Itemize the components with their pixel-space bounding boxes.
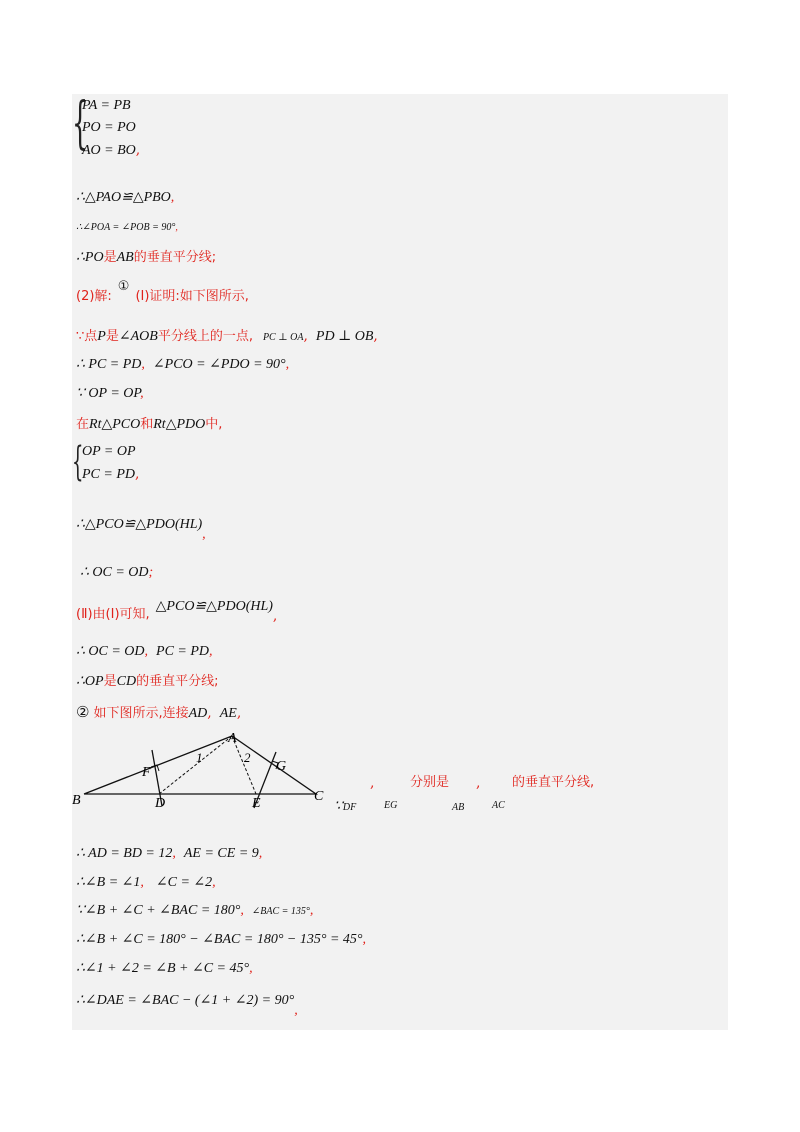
sep: , <box>144 644 149 659</box>
ad-eq-bd: ∴ AD = BD = 12 <box>76 846 173 861</box>
because-respectively: 分别是 <box>410 775 450 790</box>
tail: , <box>294 1003 298 1018</box>
connect-text: 如下图所示,连接 <box>93 706 189 721</box>
circle-two: ② <box>76 703 90 721</box>
because-comma-1: , <box>370 775 375 791</box>
ae-symbol: AE <box>219 706 237 721</box>
system1-eq3-line <box>82 141 140 160</box>
line-op-op <box>76 385 144 403</box>
is-text: 是 <box>103 674 117 689</box>
label-angle-2: 2 <box>244 750 251 765</box>
because-bisector-text: 的垂直平分线, <box>512 775 595 790</box>
sep: , <box>140 875 144 890</box>
system1-eq3: AO = BO <box>82 143 136 158</box>
sep: , <box>141 357 145 372</box>
ab-symbol: AB <box>116 250 134 265</box>
op-symbol: OP <box>84 674 104 689</box>
pco-congruence: ∴△PCO≌△PDO(HL) <box>76 517 203 532</box>
ac-symbol: AC <box>492 800 505 811</box>
p-symbol: P <box>97 329 106 344</box>
is-text: 是 <box>105 329 119 344</box>
bisector-point-text: 平分线上的一点, <box>157 329 253 344</box>
bisector-text: 的垂直平分线; <box>133 250 217 265</box>
is-text: 是 <box>103 250 117 265</box>
line-part-ii <box>76 597 278 624</box>
b-eq-1: ∴∠B = ∠1 <box>76 875 141 890</box>
system1-eq2: PO = PO <box>82 120 136 135</box>
system1-eq1: PA = PB <box>82 98 131 113</box>
segment-ad <box>159 736 232 794</box>
sep: , <box>303 328 308 344</box>
angle-tail: , <box>175 222 178 233</box>
sep: , <box>240 903 244 918</box>
rt-pco: Rt△PCO <box>89 417 141 432</box>
line-1-plus-2 <box>76 960 253 978</box>
tail: , <box>209 644 213 659</box>
line-dae <box>76 992 298 1018</box>
system2-tail: , <box>135 466 140 482</box>
oc-eq-od: ∴ OC = OD <box>76 644 145 659</box>
because-symbol: ∵ <box>334 799 343 814</box>
pc-eq-pd: PC = PD <box>156 644 210 659</box>
left-brace-2: { <box>72 439 84 485</box>
label-d: D <box>155 796 166 811</box>
tail: , <box>309 903 314 918</box>
system1-tail: , <box>135 142 141 158</box>
oc-eq-od: ∴ OC = OD <box>80 565 149 580</box>
label-b: B <box>72 793 81 808</box>
line-op-bisector <box>76 672 218 691</box>
bac-eq-135: ∠BAC = 135° <box>251 906 310 917</box>
line-rt-triangles <box>76 415 222 434</box>
tail: , <box>202 527 206 542</box>
eg-symbol: EG <box>384 800 398 811</box>
cd-symbol: CD <box>116 674 137 689</box>
tail: , <box>285 357 290 372</box>
angle-text: ∴∠POA = ∠POB = 90° <box>76 222 176 233</box>
one-plus-two: ∴∠1 + ∠2 = ∠B + ∠C = 45° <box>76 961 250 976</box>
therefore: ∴ <box>76 674 85 689</box>
label-a: A <box>228 731 237 746</box>
tail: ; <box>148 565 154 580</box>
line-hl <box>76 516 206 542</box>
system2-eq1: OP = OP <box>82 444 136 459</box>
system2-eq2-line <box>82 465 139 484</box>
line-oc-pc <box>76 643 213 661</box>
dae-eq-90: ∴∠DAE = ∠BAC − (∠1 + ∠2) = 90° <box>76 993 295 1008</box>
because-df <box>334 797 356 817</box>
left-brace: { <box>72 91 89 156</box>
line-b-1 <box>76 874 216 892</box>
right-angles: ∠PCO = ∠PDO = 90° <box>152 357 286 372</box>
pao-congruence: ∴△PAO≌△PBO <box>76 190 171 205</box>
and-text: 和 <box>140 417 154 432</box>
line-pao <box>76 189 174 207</box>
pc-perp-oa: PC ⊥ OA <box>262 332 304 343</box>
line-oc-od <box>80 564 153 582</box>
middle-text: 中, <box>205 417 223 432</box>
sep: , <box>172 846 176 861</box>
label-g: G <box>276 759 287 774</box>
angle-sum: ∵∠B + ∠C + ∠BAC = 180° <box>76 903 241 918</box>
tail: , <box>236 705 242 721</box>
sep: , <box>207 705 212 721</box>
tail: , <box>249 961 253 976</box>
line-pc-pd <box>76 356 289 374</box>
triangle-figure <box>66 728 336 812</box>
line-angle-sum <box>76 902 313 921</box>
po-symbol: PO <box>84 250 104 265</box>
tail: , <box>140 386 144 401</box>
label-f: F <box>142 765 151 780</box>
label-angle-1: 1 <box>196 750 203 765</box>
therefore: ∴ <box>76 250 85 265</box>
pd-perp-ob: PD ⊥ OB <box>315 329 374 344</box>
line-b-plus-c <box>76 931 366 949</box>
b-plus-c: ∴∠B + ∠C = 180° − ∠BAC = 180° − 135° = 45° <box>76 932 363 947</box>
system2-eq2: PC = PD <box>82 467 135 482</box>
tail: , <box>258 846 263 861</box>
in-text: 在 <box>76 417 90 432</box>
part2-heading <box>76 279 249 306</box>
tail: , <box>212 875 216 890</box>
pc-eq-pd: ∴ PC = PD <box>76 357 142 372</box>
line-point-p <box>76 327 378 347</box>
ae-eq-ce: AE = CE = 9 <box>183 846 259 861</box>
df-symbol: DF <box>342 802 357 813</box>
line-po-bisector <box>76 248 216 267</box>
tail: , <box>373 328 378 344</box>
part2-label: (2)解: <box>76 289 112 304</box>
part2-text: (Ⅰ)证明:如下图所示, <box>135 289 249 304</box>
tail: , <box>362 932 367 947</box>
bisector-text: 的垂直平分线; <box>136 674 219 689</box>
line-angle <box>76 219 178 237</box>
pco-congruence-2: △PCO≌△PDO(HL) <box>155 599 273 614</box>
part-ii-text: (Ⅱ)由(Ⅰ)可知, <box>76 607 150 622</box>
line-connect <box>76 703 241 723</box>
ab-symbol: AB <box>452 802 465 813</box>
label-e: E <box>252 796 261 811</box>
because-comma-2: , <box>476 775 481 791</box>
because-point: ∵点 <box>76 329 98 344</box>
tail: , <box>272 608 278 624</box>
rt-pdo: Rt△PDO <box>153 417 206 432</box>
circle-one: ① <box>117 279 130 294</box>
c-eq-2: ∠C = ∠2 <box>155 875 213 890</box>
angle-aob: ∠AOB <box>118 329 158 344</box>
line-ad-bd <box>76 845 262 863</box>
op-eq-op: ∵ OP = OP <box>76 386 141 401</box>
label-c: C <box>314 789 324 804</box>
ad-symbol: AD <box>188 706 208 721</box>
pao-tail: , <box>170 190 175 205</box>
